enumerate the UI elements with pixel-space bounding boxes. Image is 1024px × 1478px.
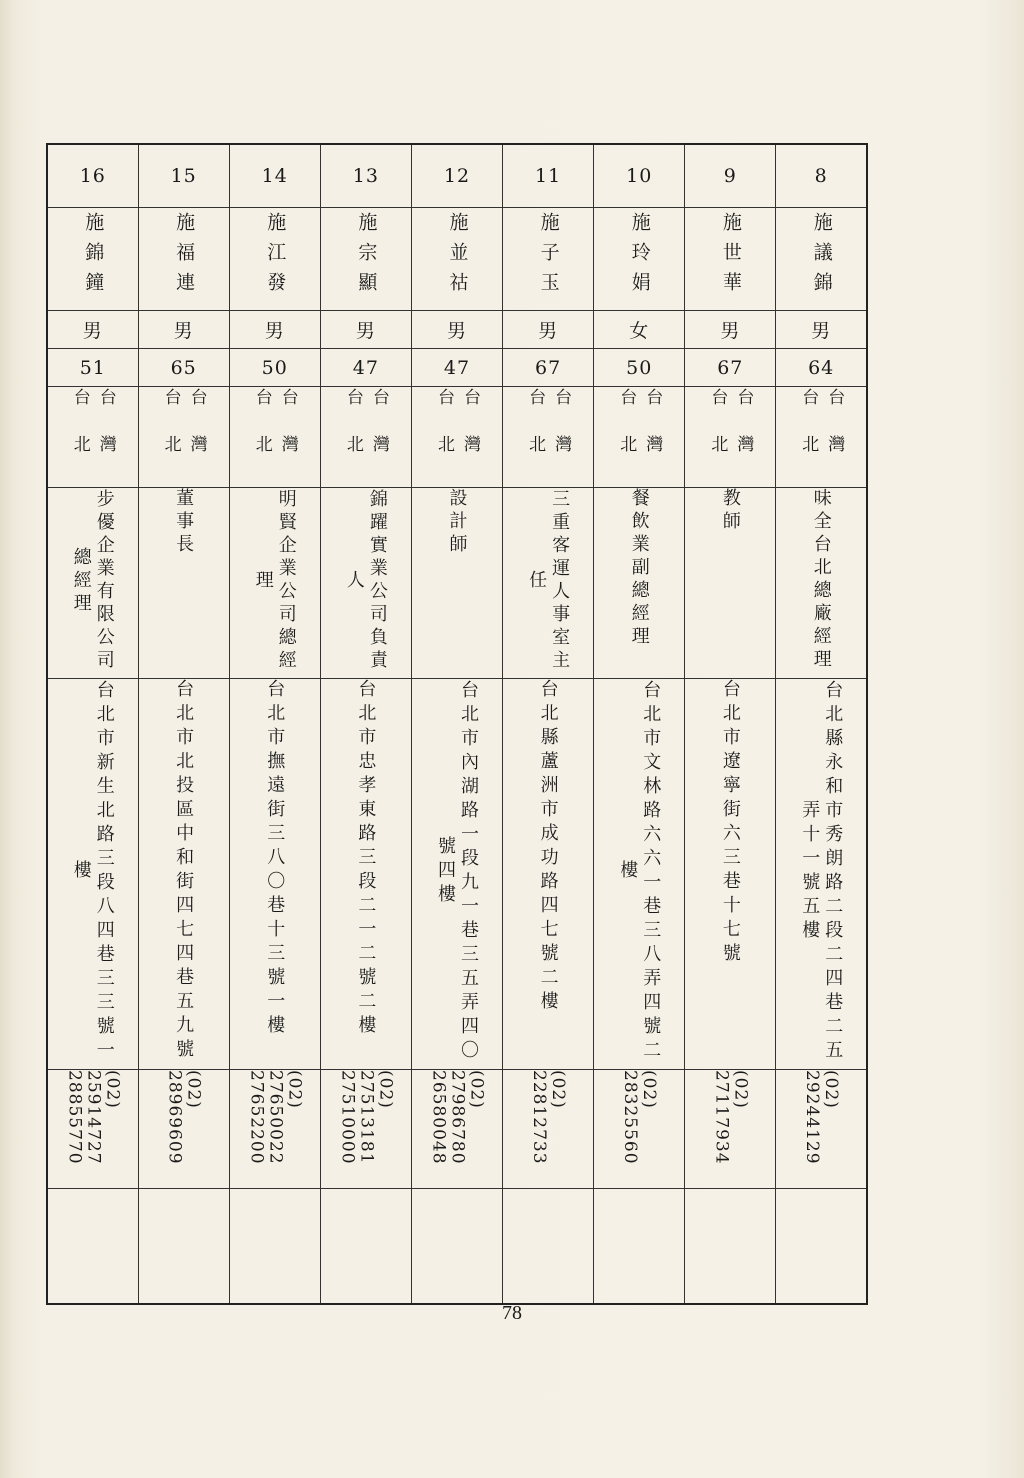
row-number <box>47 144 867 208</box>
person-sex: 男 <box>173 320 194 342</box>
notes-cell <box>594 1189 685 1305</box>
hometown-cell <box>503 387 594 488</box>
person-name: 施並祜 <box>446 212 469 302</box>
telephone-cell <box>320 1070 411 1189</box>
telephone-number: 26580048 <box>428 1070 449 1165</box>
name-cell <box>320 208 411 311</box>
hometown-cell <box>229 387 320 488</box>
hometown-cell <box>320 387 411 488</box>
person-name: 施福連 <box>173 212 196 302</box>
sex-cell <box>320 311 411 349</box>
entry-number-cell <box>776 144 867 208</box>
person-address: 台北市忠孝東路三段二一二號二樓 <box>355 679 377 1039</box>
telephone-area-code: (02) <box>639 1070 660 1109</box>
telephone-area-code: (02) <box>102 1070 123 1109</box>
person-name: 施議錦 <box>810 212 833 302</box>
telephone-cell <box>685 1070 776 1189</box>
entry-number-cell <box>411 144 502 208</box>
telephone-block <box>711 1070 749 1165</box>
row-age <box>47 349 867 387</box>
person-occupation: 三重客運人事室主任 <box>526 489 571 673</box>
person-hometown: 台灣台北 <box>69 388 116 482</box>
age-cell <box>229 349 320 387</box>
member-register-table <box>46 143 868 1305</box>
hometown-cell <box>685 387 776 488</box>
row-address <box>47 679 867 1070</box>
entry-number: 14 <box>261 165 288 187</box>
person-age: 64 <box>808 356 835 379</box>
entry-number: 16 <box>79 165 106 187</box>
person-age: 67 <box>535 356 562 379</box>
entry-number: 9 <box>723 165 737 187</box>
hometown-cell <box>47 387 138 488</box>
row-sex <box>47 311 867 349</box>
person-age: 65 <box>170 356 197 379</box>
telephone-number: 28855770 <box>64 1070 85 1165</box>
person-occupation: 董事長 <box>173 488 195 557</box>
row-notes <box>47 1189 867 1305</box>
telephone-block <box>165 1070 203 1165</box>
person-hometown: 台灣台北 <box>707 388 754 482</box>
telephone-area-code: (02) <box>183 1070 204 1109</box>
row-hometown <box>47 387 867 488</box>
address-cell <box>229 679 320 1070</box>
telephone-block <box>620 1070 658 1165</box>
age-cell <box>776 349 867 387</box>
person-address: 台北市新生北路三段八四巷三三號一樓 <box>70 680 115 1064</box>
entry-number: 11 <box>535 165 562 187</box>
hometown-cell <box>138 387 229 488</box>
name-cell <box>411 208 502 311</box>
telephone-block <box>64 1070 121 1165</box>
person-occupation: 餐飲業副總經理 <box>628 488 650 649</box>
telephone-number: 25914727 <box>83 1070 104 1165</box>
entry-number: 8 <box>814 165 828 187</box>
notes-cell <box>776 1189 867 1305</box>
notes-cell <box>138 1189 229 1305</box>
occupation-cell <box>503 488 594 679</box>
name-cell <box>138 208 229 311</box>
sex-cell <box>138 311 229 349</box>
name-cell <box>229 208 320 311</box>
occupation-cell <box>685 488 776 679</box>
person-hometown: 台灣台北 <box>798 388 845 482</box>
person-sex: 女 <box>629 320 650 342</box>
notes-cell <box>503 1189 594 1305</box>
address-cell <box>320 679 411 1070</box>
telephone-block <box>246 1070 303 1165</box>
person-sex: 男 <box>720 320 741 342</box>
person-address: 台北市北投區中和街四七四巷五九號 <box>173 679 195 1063</box>
person-occupation: 步優企業有限公司總經理 <box>70 489 115 673</box>
name-cell <box>776 208 867 311</box>
sex-cell <box>411 311 502 349</box>
telephone-number: 27650022 <box>265 1070 286 1165</box>
telephone-area-code: (02) <box>730 1070 751 1109</box>
telephone-number: 27513181 <box>356 1070 377 1165</box>
person-occupation: 教師 <box>719 488 741 534</box>
address-cell <box>138 679 229 1070</box>
address-cell <box>411 679 502 1070</box>
person-age: 50 <box>626 356 653 379</box>
address-cell <box>594 679 685 1070</box>
sex-cell <box>503 311 594 349</box>
person-address: 台北縣永和市秀朗路二段二四巷二五弄十一號五樓 <box>799 680 844 1064</box>
telephone-number: 28325560 <box>620 1070 641 1165</box>
row-telephone <box>47 1070 867 1189</box>
sex-cell <box>685 311 776 349</box>
telephone-area-code: (02) <box>548 1070 569 1109</box>
entry-number-cell <box>47 144 138 208</box>
person-name: 施江發 <box>264 212 287 302</box>
telephone-block <box>802 1070 840 1165</box>
person-hometown: 台灣台北 <box>433 388 480 482</box>
telephone-cell <box>776 1070 867 1189</box>
notes-cell <box>320 1189 411 1305</box>
entry-number: 13 <box>352 165 379 187</box>
telephone-number: 28969609 <box>164 1070 185 1165</box>
age-cell <box>320 349 411 387</box>
address-cell <box>503 679 594 1070</box>
hometown-cell <box>411 387 502 488</box>
notes-cell <box>411 1189 502 1305</box>
telephone-cell <box>503 1070 594 1189</box>
telephone-cell <box>47 1070 138 1189</box>
telephone-number: 27652200 <box>246 1070 267 1165</box>
entry-number-cell <box>320 144 411 208</box>
person-name: 施宗顯 <box>355 212 378 302</box>
telephone-cell <box>411 1070 502 1189</box>
entry-number: 15 <box>170 165 197 187</box>
sex-cell <box>47 311 138 349</box>
telephone-block <box>529 1070 567 1165</box>
person-age: 67 <box>717 356 744 379</box>
person-hometown: 台灣台北 <box>251 388 298 482</box>
occupation-cell <box>138 488 229 679</box>
sex-cell <box>776 311 867 349</box>
page-number: 78 <box>502 1302 522 1324</box>
person-sex: 男 <box>811 320 832 342</box>
hometown-cell <box>776 387 867 488</box>
notes-cell <box>229 1189 320 1305</box>
person-age: 47 <box>443 356 471 379</box>
occupation-cell <box>776 488 867 679</box>
age-cell <box>138 349 229 387</box>
occupation-cell <box>47 488 138 679</box>
telephone-cell <box>594 1070 685 1189</box>
telephone-number: 22812733 <box>529 1070 550 1165</box>
entry-number-cell <box>685 144 776 208</box>
telephone-number: 27117934 <box>711 1070 732 1165</box>
occupation-cell <box>411 488 502 679</box>
sex-cell <box>594 311 685 349</box>
entry-number-cell <box>138 144 229 208</box>
person-hometown: 台灣台北 <box>342 388 389 482</box>
person-name: 施錦鐘 <box>82 212 105 302</box>
telephone-area-code: (02) <box>284 1070 305 1109</box>
person-address: 台北市內湖路一段九一巷三五弄四〇號四樓 <box>434 680 479 1064</box>
age-cell <box>685 349 776 387</box>
row-name <box>47 208 867 311</box>
entry-number-cell <box>503 144 594 208</box>
person-hometown: 台灣台北 <box>160 388 207 482</box>
name-cell <box>47 208 138 311</box>
age-cell <box>47 349 138 387</box>
telephone-block <box>337 1070 394 1165</box>
telephone-cell <box>229 1070 320 1189</box>
entry-number-cell <box>594 144 685 208</box>
person-occupation: 錦躍實業公司負責人 <box>343 489 388 673</box>
telephone-area-code: (02) <box>821 1070 842 1109</box>
entry-number: 10 <box>626 165 653 187</box>
person-name: 施世華 <box>719 212 742 302</box>
sex-cell <box>229 311 320 349</box>
person-sex: 男 <box>538 320 559 342</box>
row-occupation <box>47 488 867 679</box>
telephone-number: 27986780 <box>447 1070 468 1165</box>
person-address: 台北市文林路六六一巷三八弄四號二樓 <box>617 680 662 1064</box>
person-sex: 男 <box>446 320 467 342</box>
occupation-cell <box>594 488 685 679</box>
person-sex: 男 <box>355 320 376 342</box>
telephone-area-code: (02) <box>466 1070 487 1109</box>
person-occupation: 設計師 <box>446 488 468 557</box>
address-cell <box>776 679 867 1070</box>
person-hometown: 台灣台北 <box>616 388 663 482</box>
person-address: 台北市撫遠街三八〇巷十三號一樓 <box>264 679 286 1039</box>
person-hometown: 台灣台北 <box>525 388 572 482</box>
telephone-cell <box>138 1070 229 1189</box>
person-sex: 男 <box>82 320 103 342</box>
occupation-cell <box>229 488 320 679</box>
age-cell <box>503 349 594 387</box>
name-cell <box>503 208 594 311</box>
telephone-block <box>428 1070 485 1165</box>
person-age: 47 <box>352 356 379 379</box>
person-age: 51 <box>79 356 106 379</box>
name-cell <box>594 208 685 311</box>
occupation-cell <box>320 488 411 679</box>
age-cell <box>411 349 502 387</box>
telephone-number: 29244129 <box>802 1070 823 1165</box>
person-occupation: 味全台北總廠經理 <box>810 488 832 672</box>
telephone-area-code: (02) <box>375 1070 396 1109</box>
age-cell <box>594 349 685 387</box>
address-cell <box>47 679 138 1070</box>
person-age: 50 <box>261 356 288 379</box>
address-cell <box>685 679 776 1070</box>
person-name: 施子玉 <box>537 212 560 302</box>
person-address: 台北縣蘆洲市成功路四七號二樓 <box>537 679 559 1015</box>
notes-cell <box>685 1189 776 1305</box>
notes-cell <box>47 1189 138 1305</box>
name-cell <box>685 208 776 311</box>
person-sex: 男 <box>264 320 285 342</box>
person-name: 施玲娟 <box>628 212 651 302</box>
entry-number: 12 <box>443 165 471 187</box>
entry-number-cell <box>229 144 320 208</box>
hometown-cell <box>594 387 685 488</box>
person-address: 台北市遼寧街六三巷十七號 <box>719 679 741 967</box>
person-occupation: 明賢企業公司總經理 <box>252 489 297 673</box>
telephone-number: 27510000 <box>337 1070 358 1165</box>
